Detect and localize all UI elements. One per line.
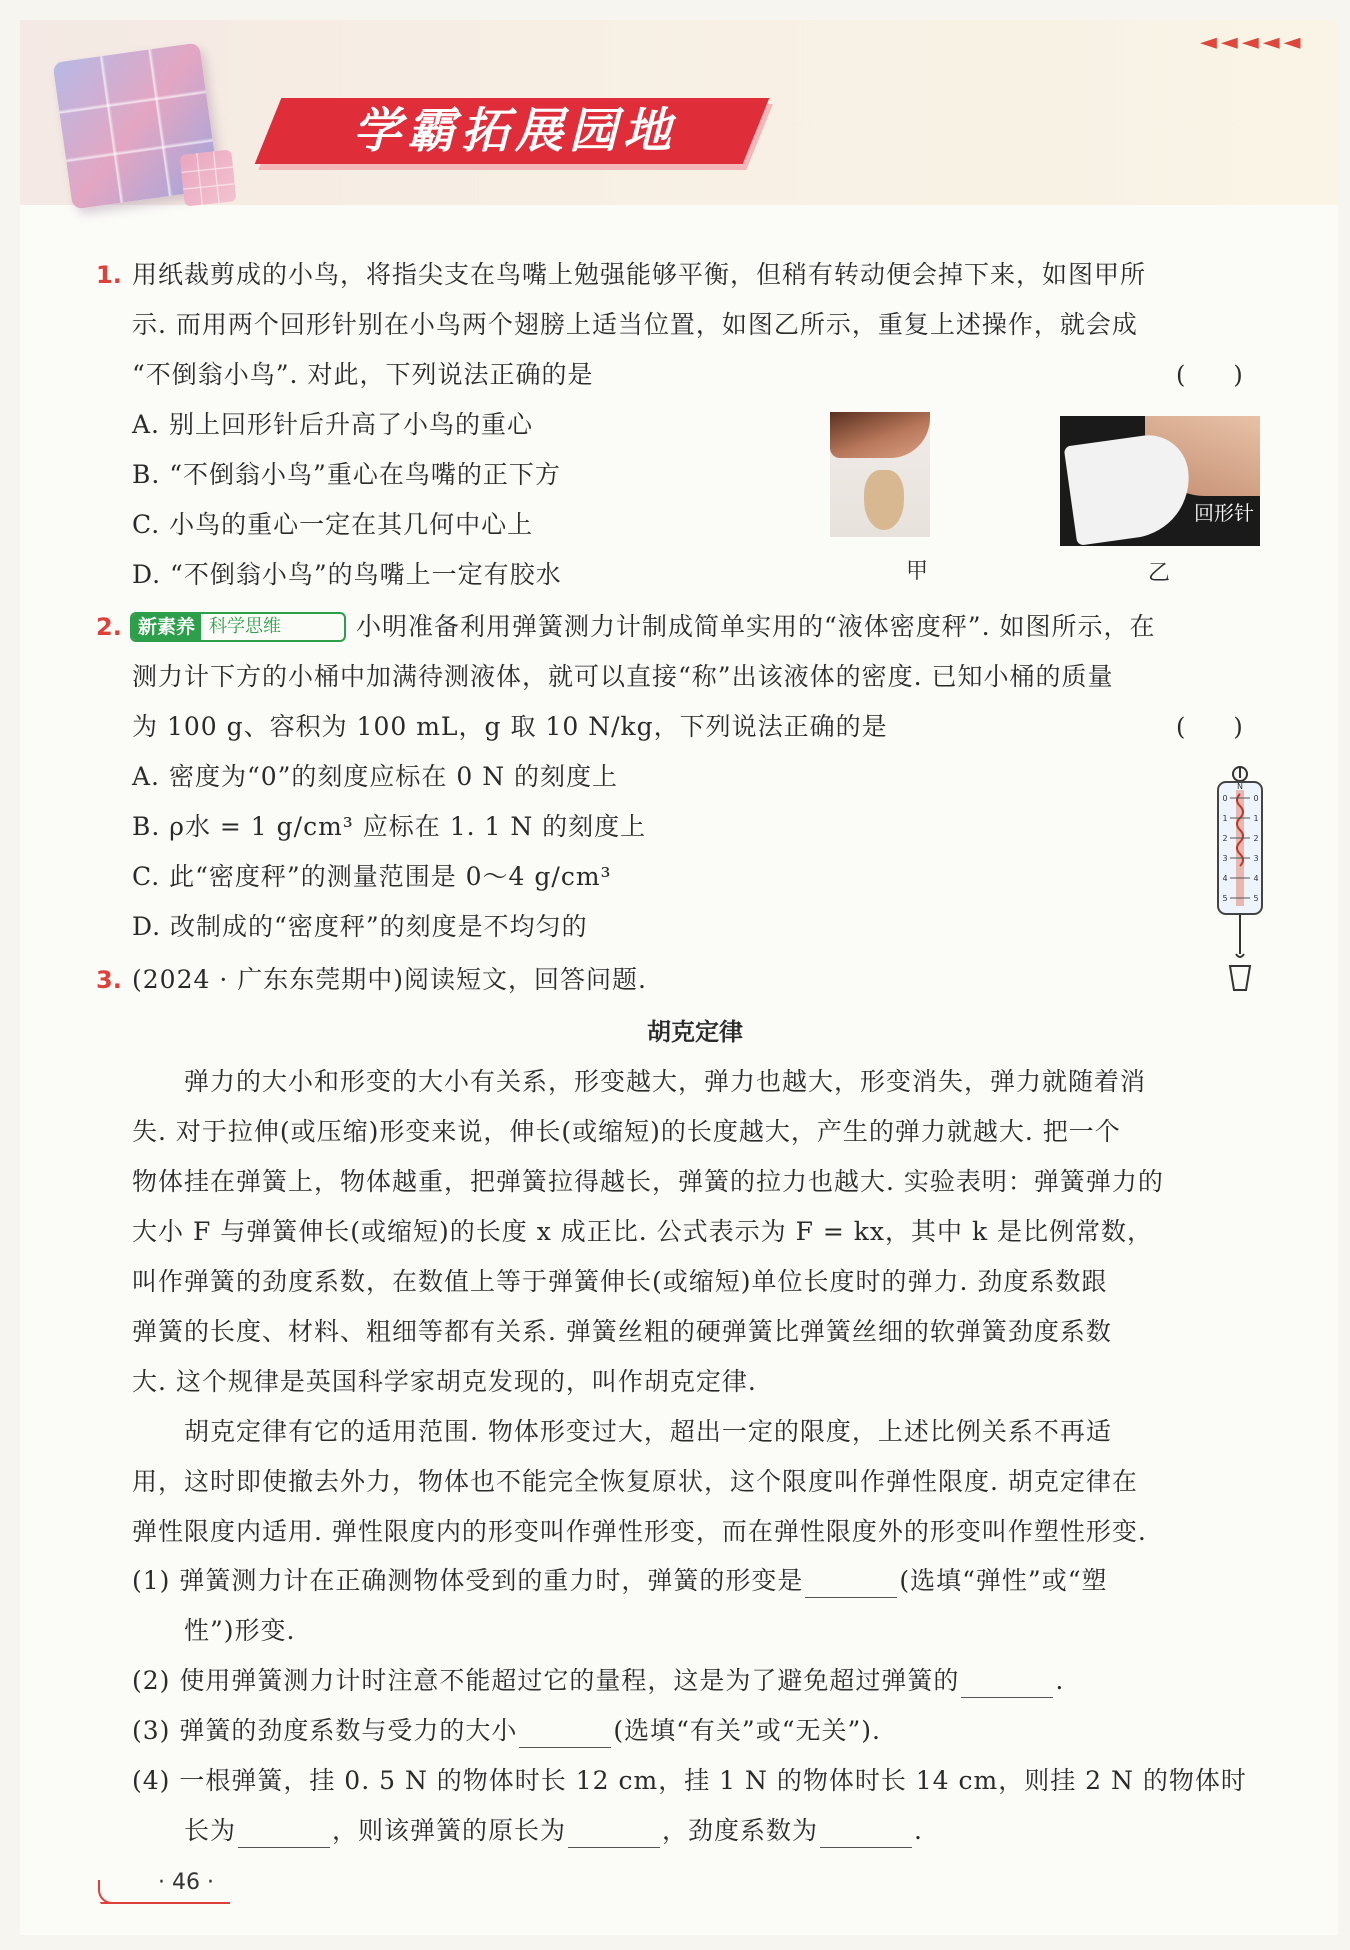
article-title: 胡克定律 xyxy=(647,1018,743,1046)
sub-question-text: (1) 弹簧测力计在正确测物体受到的重力时，弹簧的形变是 xyxy=(132,1566,804,1595)
sub-question-1 xyxy=(132,1564,1107,1598)
scale-tick-label: 2 xyxy=(1253,834,1259,843)
answer-blank[interactable] xyxy=(961,1672,1053,1698)
scale-tick-label: 3 xyxy=(1253,854,1259,863)
article-paragraph-line: 物体挂在弹簧上，物体越重，把弹簧拉得越长，弹簧的拉力也越大. 实验表明：弹簧弹力的 xyxy=(132,1167,1164,1196)
scale-tick-label: 5 xyxy=(1222,894,1228,903)
paperclip-label: 回形针 xyxy=(1194,501,1254,525)
sub-question-text: (选填“弹性”或“塑 xyxy=(899,1566,1108,1595)
spring-scale-diagram xyxy=(1212,764,1268,994)
article-paragraph-line: 用，这时即使撤去外力，物体也不能完全恢复原状，这个限度叫作弹性限度. 胡克定律在 xyxy=(132,1467,1138,1496)
sub-question-text: ，劲度系数为 xyxy=(662,1816,819,1845)
answer-parenthesis[interactable]: ( ) xyxy=(1176,713,1243,741)
scale-unit: N xyxy=(1237,782,1243,791)
answer-blank[interactable] xyxy=(805,1572,897,1598)
scale-tick-label: 3 xyxy=(1222,854,1228,863)
question-number: 2. xyxy=(96,613,122,641)
sub-question-text: 长为 xyxy=(184,1816,237,1845)
figure-b-caption: 乙 xyxy=(1148,561,1171,586)
page-number: · 46 · xyxy=(158,1870,214,1895)
question-text: “不倒翁小鸟”. 对此，下列说法正确的是 xyxy=(132,360,594,389)
small-cube-icon xyxy=(179,149,236,206)
sub-question-text: ，则该弹簧的原长为 xyxy=(332,1816,567,1845)
sub-question-2 xyxy=(132,1664,1064,1698)
question-text: (2024 · 广东东莞期中)阅读短文，回答问题. xyxy=(132,965,647,994)
footer-underline xyxy=(100,1902,230,1904)
scale-tick-label: 4 xyxy=(1253,874,1259,883)
question-text: 示. 而用两个回形针别在小鸟两个翅膀上适当位置，如图乙所示，重复上述操作，就会成 xyxy=(132,310,1138,339)
scale-tick-label: 5 xyxy=(1253,894,1259,903)
answer-blank[interactable] xyxy=(238,1822,330,1848)
small-bucket-icon xyxy=(1230,966,1250,990)
article-paragraph-line: 弹性限度内适用. 弹性限度内的形变叫作弹性形变，而在弹性限度外的形变叫作塑性形变. xyxy=(132,1517,1147,1546)
tag-scientific-thinking: 科学思维 xyxy=(209,616,282,637)
option-d[interactable]: D. 改制成的“密度秤”的刻度是不均匀的 xyxy=(132,912,588,941)
scale-tick-label: 2 xyxy=(1222,834,1228,843)
article-paragraph-line: 失. 对于拉伸(或压缩)形变来说，伸长(或缩短)的长度越大，产生的弹力就越大. 把一个 xyxy=(132,1117,1121,1146)
answer-blank[interactable] xyxy=(568,1822,660,1848)
sub-question-text: 性”)形变. xyxy=(184,1616,296,1645)
article-paragraph-line: 大小 F 与弹簧伸长(或缩短)的长度 x 成正比. 公式表示为 F = kx，其中 k 是比例常数， xyxy=(132,1217,1154,1246)
article-paragraph-line: 胡克定律有它的适用范围. 物体形变过大，超出一定的限度，上述比例关系不再适 xyxy=(132,1417,1112,1446)
arrow-decoration-icon: ◄◄◄◄◄ xyxy=(1200,30,1305,55)
scale-tick-label: 1 xyxy=(1253,814,1259,823)
scale-tick-label: 4 xyxy=(1222,874,1228,883)
option-c[interactable]: C. 小鸟的重心一定在其几何中心上 xyxy=(132,510,534,539)
answer-blank[interactable] xyxy=(820,1822,912,1848)
sub-question-text: (2) 使用弹簧测力计时注意不能超过它的量程，这是为了避免超过弹簧的 xyxy=(132,1666,960,1695)
scale-tick-label: 0 xyxy=(1253,794,1259,803)
article-paragraph-line: 叫作弹簧的劲度系数，在数值上等于弹簧伸长(或缩短)单位长度时的弹力. 劲度系数跟 xyxy=(132,1267,1108,1296)
sub-question-4: (4) 一根弹簧，挂 0. 5 N 的物体时长 12 cm，挂 1 N 的物体时长 14 cm，则挂 2 N 的物体时 xyxy=(132,1766,1247,1795)
hand-image xyxy=(830,412,930,458)
scale-tick-label: 1 xyxy=(1222,814,1228,823)
sub-question-text: . xyxy=(1055,1666,1065,1695)
option-a[interactable]: A. 密度为“0”的刻度应标在 0 N 的刻度上 xyxy=(132,762,619,791)
figure-b-photo xyxy=(1060,416,1260,546)
sub-question-text: (3) 弹簧的劲度系数与受力的大小 xyxy=(132,1716,518,1745)
option-b[interactable]: B. “不倒翁小鸟”重心在鸟嘴的正下方 xyxy=(132,460,561,489)
option-c[interactable]: C. 此“密度秤”的测量范围是 0～4 g/cm³ xyxy=(132,862,612,891)
figure-a-photo xyxy=(830,412,930,537)
question-text: 测力计下方的小桶中加满待测液体，就可以直接“称”出该液体的密度. 已知小桶的质量 xyxy=(132,662,1114,691)
question-text: 用纸裁剪成的小鸟，将指尖支在鸟嘴上勉强能够平衡，但稍有转动便会掉下来，如图甲所 xyxy=(132,260,1147,289)
section-title: 学霸拓展园地 xyxy=(352,103,677,159)
figure-a-caption: 甲 xyxy=(906,559,929,584)
tag-new-literacy: 新素养 xyxy=(132,614,201,640)
article-paragraph-line: 大. 这个规律是英国科学家胡克发现的，叫作胡克定律. xyxy=(132,1367,757,1396)
question-number: 1. xyxy=(96,261,122,289)
article-paragraph-line: 弹力的大小和形变的大小有关系，形变越大，弹力也越大，形变消失，弹力就随着消 xyxy=(132,1067,1147,1096)
option-a[interactable]: A. 别上回形针后升高了小鸟的重心 xyxy=(132,410,533,439)
paper-bird-image xyxy=(1064,430,1197,546)
sub-question-3 xyxy=(132,1714,881,1748)
sub-question-text: . xyxy=(914,1816,923,1845)
option-b[interactable]: B. ρ水 = 1 g/cm³ 应标在 1. 1 N 的刻度上 xyxy=(132,812,647,841)
scale-tick-label: 0 xyxy=(1222,794,1228,803)
answer-parenthesis[interactable]: ( ) xyxy=(1176,361,1243,389)
literacy-tag xyxy=(130,612,346,642)
sub-question-4-cont xyxy=(184,1814,923,1848)
article-paragraph-line: 弹簧的长度、材料、粗细等都有关系. 弹簧丝粗的硬弹簧比弹簧丝细的软弹簧劲度系数 xyxy=(132,1317,1112,1346)
option-d[interactable]: D. “不倒翁小鸟”的鸟嘴上一定有胶水 xyxy=(132,560,562,589)
question-number: 3. xyxy=(96,966,122,994)
paper-bird-image xyxy=(864,470,904,530)
question-text: 小明准备利用弹簧测力计制成简单实用的“液体密度秤”. 如图所示，在 xyxy=(356,612,1156,641)
question-text: 为 100 g、容积为 100 mL，g 取 10 N/kg，下列说法正确的是 xyxy=(132,712,888,741)
answer-blank[interactable] xyxy=(519,1722,611,1748)
sub-question-text: (选填“有关”或“无关”). xyxy=(613,1716,881,1745)
